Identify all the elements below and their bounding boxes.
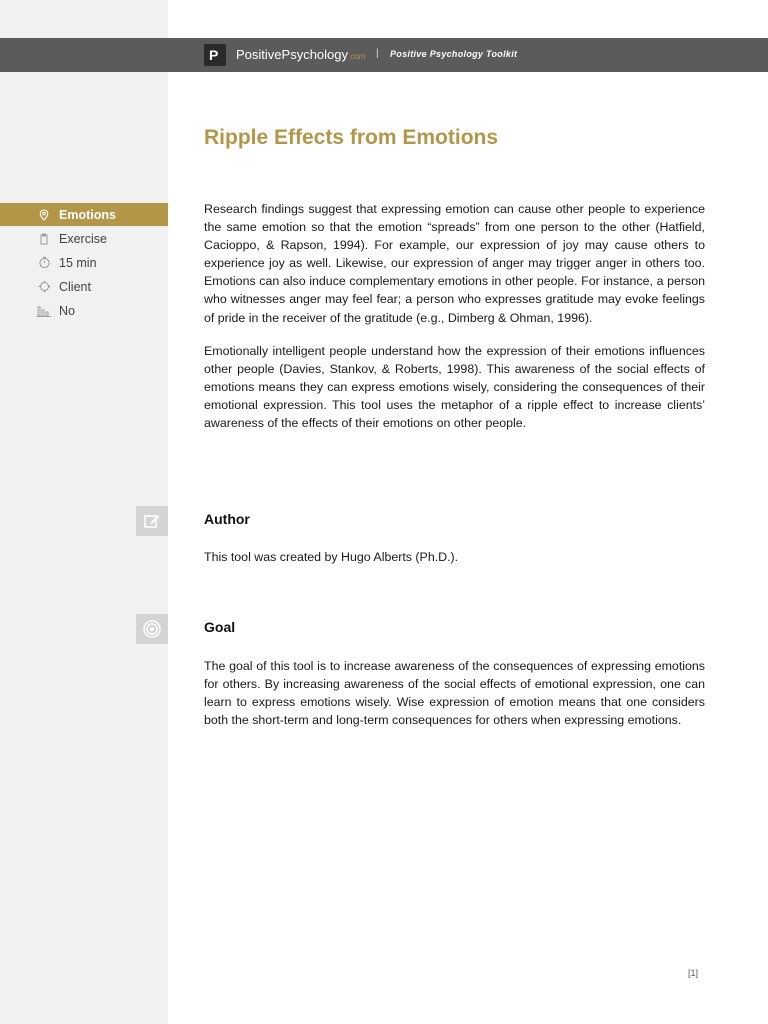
header-separator: | [376,48,379,59]
page-title: Ripple Effects from Emotions [204,126,499,149]
clipboard-icon [36,231,52,247]
goal-heading: Goal [204,619,236,635]
goal-text: The goal of this tool is to increase awareness of the consequences of expressing emotions for others. By increasing awareness of the social effects of emotional expression, one can learn to express emotions wisely. Wise expression of emotion means that one considers both the short-term and long-term consequences for others when expressing emotions. [204,659,705,728]
author-text: This tool was created by Hugo Alberts (Ph.D.). [204,550,459,564]
bar-chart-icon [36,303,52,319]
brand-text: PositivePsychology [236,47,348,62]
meta-item-audience [0,275,168,298]
logo: P [204,44,226,66]
target-icon [136,614,168,644]
meta-item-duration [0,251,168,274]
author-heading: Author [204,511,250,527]
meta-label: Client [59,279,91,294]
meta-label: Exercise [59,231,107,246]
brand-tld: .com [348,52,366,61]
meta-label: 15 min [59,255,97,270]
meta-list [0,203,168,323]
meta-item-type [0,227,168,250]
meta-item-category [0,203,168,226]
meta-label: No [59,303,75,318]
meta-item-followup [0,299,168,322]
pencil-icon [136,506,168,536]
page-number: [1] [688,968,699,978]
brand-name [236,47,365,62]
stopwatch-icon [36,255,52,271]
crosshair-icon [36,279,52,295]
header-bar [0,38,768,72]
location-pin-icon [36,207,52,223]
meta-label: Emotions [59,207,116,222]
second-paragraph: Emotionally intelligent people understand how the expression of their emotions influences other people (Davies, Stankov, & Roberts, 1998). This awareness of the social effects of emotions means they can express emotions wisely, considering the consequences of their emotional expression. This tool uses the metaphor of a ripple effect to increase clients’ awareness of the effects of their emotions on other people. [204,344,705,431]
intro-paragraph: Research findings suggest that expressing emotion can cause other people to experience the same emotion so that the emotion “spreads” from one person to the other (Hatfield, Cacioppo, & Rapson, 1994). For example, our expression of joy may cause others to experience joy as well. Likewise, our expression of anger may trigger anger in others too. Emotions can also induce complementary emotions in other people. For instance, a person who witnesses anger may feel fear; a person who expresses gratitude may evoke feelings of pride in the receiver of the gratitude (e.g., Dimberg & Ohman, 1996). [204,202,705,325]
toolkit-label: Positive Psychology Toolkit [390,49,518,59]
